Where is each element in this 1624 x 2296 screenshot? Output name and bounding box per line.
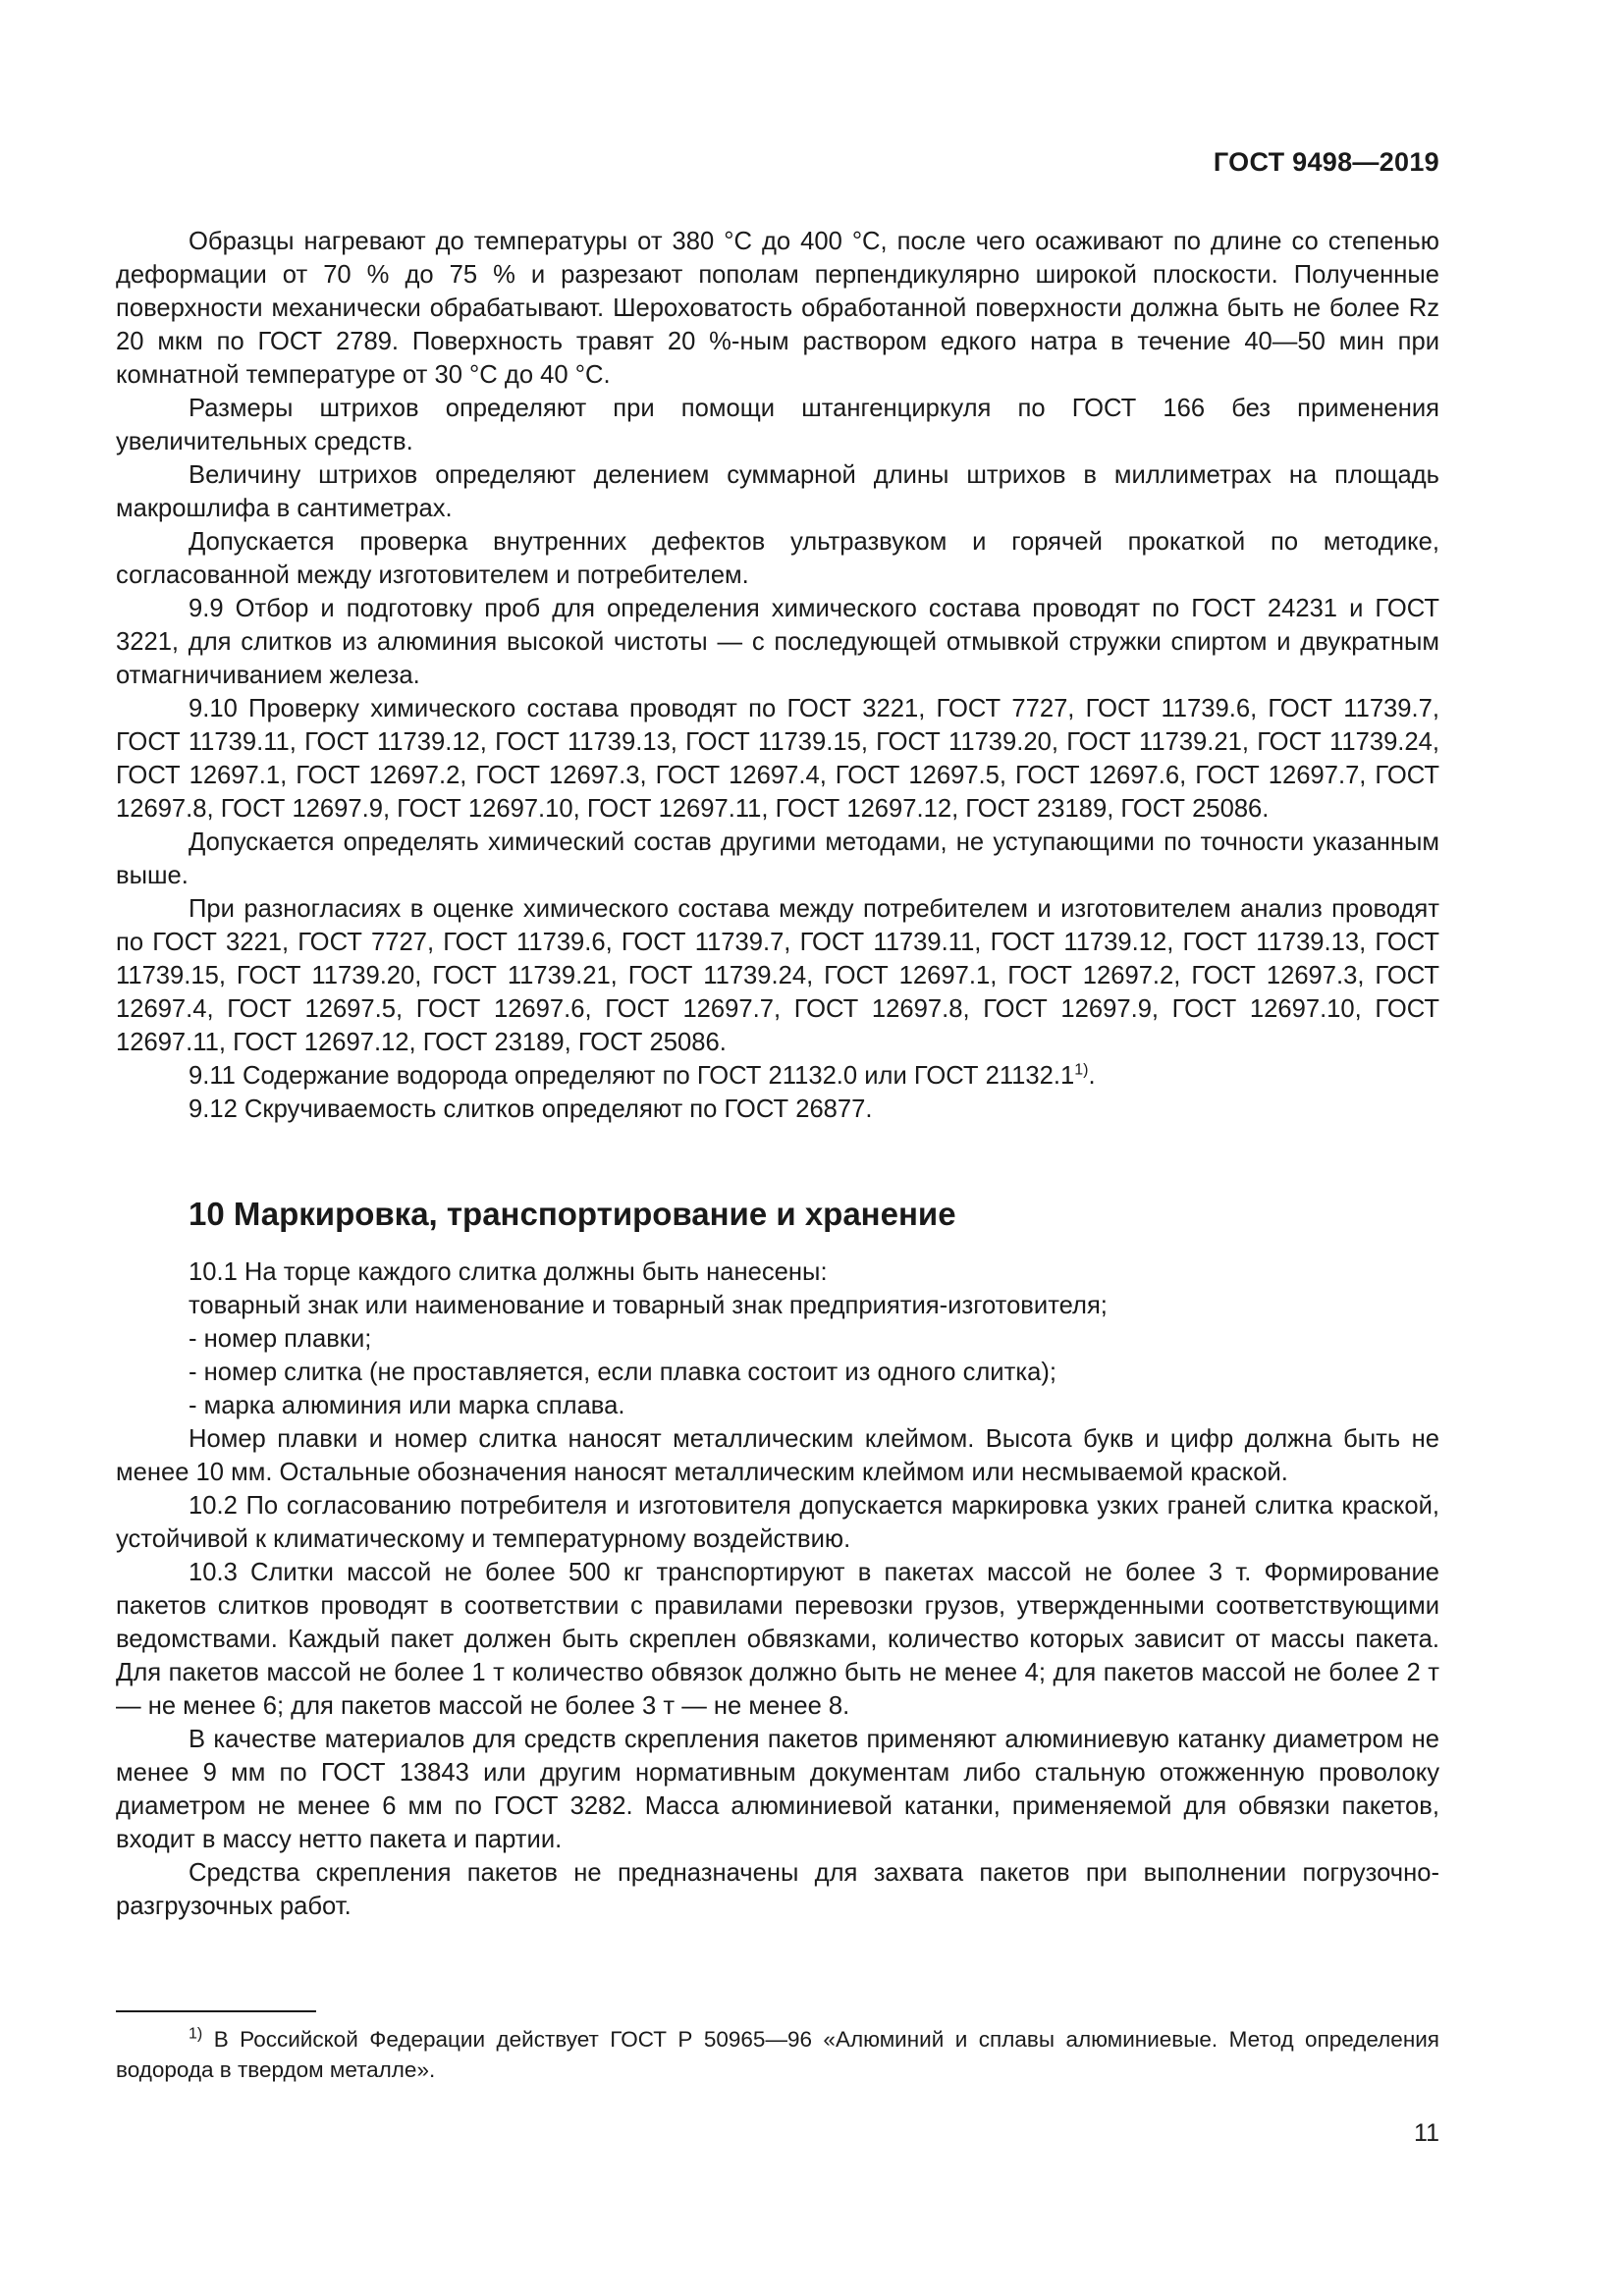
paragraph-10-2: 10.2 По согласованию потребителя и изготовителя допускается маркировка узких граней слитка краской, устойчивой к климатическому и температурному воздействию.	[116, 1492, 1439, 1553]
list-first-item: товарный знак или наименование и товарный знак предприятия-изготовителя;	[189, 1292, 1108, 1319]
paragraph-9-12: 9.12 Скручиваемость слитков определяют по ГОСТ 26877.	[189, 1095, 873, 1123]
paragraph: Образцы нагревают до температуры от 380 °С до 400 °С, после чего осаживают по длине со степенью деформации от 70 % до 75 % и разрезают пополам перпендикулярно широкой плоскости. Полученные поверхности механически обрабатывают. Шероховатость обработанной поверхности должна быть не более Rz 20 мкм по ГОСТ 2789. Поверхность травят 20 %-ным раствором едкого натра в течение 40—50 мин при комнатной температуре от 30 °С до 40 °С.	[116, 228, 1439, 389]
list-item: - номер плавки;	[189, 1325, 372, 1353]
paragraph: При разногласиях в оценке химического состава между потребителем и изготовителем анализ проводят по ГОСТ 3221, ГОСТ 7727, ГОСТ 11739.6, ГОСТ 11739.7, ГОСТ 11739.11, ГОСТ 11739.12, ГОСТ 11739.13, ГОСТ 11739.15, ГОСТ 11739.20, ГОСТ 11739.21, ГОСТ 11739.24, ГОСТ 12697.1, ГОСТ 12697.2, ГОСТ 12697.3, ГОСТ 12697.4, ГОСТ 12697.5, ГОСТ 12697.6, ГОСТ 12697.7, ГОСТ 12697.8, ГОСТ 12697.9, ГОСТ 12697.10, ГОСТ 12697.11, ГОСТ 12697.12, ГОСТ 23189, ГОСТ 25086.	[116, 895, 1439, 1056]
paragraph-9-10: 9.10 Проверку химического состава проводят по ГОСТ 3221, ГОСТ 7727, ГОСТ 11739.6, ГОСТ 11739.7, ГОСТ 11739.11, ГОСТ 11739.12, ГОСТ 11739.13, ГОСТ 11739.15, ГОСТ 11739.20, ГОСТ 11739.21, ГОСТ 11739.24, ГОСТ 12697.1, ГОСТ 12697.2, ГОСТ 12697.3, ГОСТ 12697.4, ГОСТ 12697.5, ГОСТ 12697.6, ГОСТ 12697.7, ГОСТ 12697.8, ГОСТ 12697.9, ГОСТ 12697.10, ГОСТ 12697.11, ГОСТ 12697.12, ГОСТ 23189, ГОСТ 25086.	[116, 695, 1439, 823]
list-item: - номер слитка (не проставляется, если плавка состоит из одного слитка);	[189, 1359, 1056, 1386]
paragraph-10-1: 10.1 На торце каждого слитка должны быть нанесены:	[189, 1258, 828, 1286]
paragraph: Номер плавки и номер слитка наносят металлическим клеймом. Высота букв и цифр должна быть не менее 10 мм. Остальные обозначения наносят металлическим клеймом или несмываемой краской.	[116, 1425, 1439, 1486]
document-header-id: ГОСТ 9498—2019	[1213, 147, 1439, 177]
paragraph: Размеры штрихов определяют при помощи штангенциркуля по ГОСТ 166 без применения увеличительных средств.	[116, 395, 1439, 455]
paragraph-9-11-text: 9.11 Содержание водорода определяют по ГОСТ 21132.0 или ГОСТ 21132.1	[189, 1062, 1075, 1090]
paragraph-9-9: 9.9 Отбор и подготовку проб для определения химического состава проводят по ГОСТ 24231 и ГОСТ 3221, для слитков из алюминия высокой чистоты — с последующей отмывкой стружки спиртом и двукратным отмагничиванием железа.	[116, 595, 1439, 689]
paragraph: Допускается проверка внутренних дефектов ультразвуком и горячей прокаткой по методике, согласованной между изготовителем и потребителем.	[116, 528, 1439, 589]
paragraph: Величину штрихов определяют делением суммарной длины штрихов в миллиметрах на площадь макрошлифа в сантиметрах.	[116, 461, 1439, 522]
footnote	[116, 2024, 1439, 2085]
paragraph-9-11-end: .	[1088, 1062, 1096, 1090]
paragraph-10-3: 10.3 Слитки массой не более 500 кг транспортируют в пакетах массой не более 3 т. Формирование пакетов слитков проводят в соответствии с правилами перевозки грузов, утвержденными соответствующими ведомствами. Каждый пакет должен быть скреплен обвязками, количество которых зависит от массы пакета. Для пакетов массой не более 1 т количество обвязок должно быть не менее 4; для пакетов массой не более 2 т — не менее 6; для пакетов массой не более 3 т — не менее 8.	[116, 1559, 1439, 1720]
footnote-divider	[116, 2010, 316, 2012]
paragraph-9-11	[116, 1059, 1439, 1093]
footnote-reference[interactable]: 1)	[1074, 1061, 1089, 1079]
footnote-text: В Российской Федерации действует ГОСТ Р 50965—96 «Алюминий и сплавы алюминиевые. Метод определения водорода в твердом металле».	[116, 2027, 1439, 2082]
paragraph: В качестве материалов для средств скрепления пакетов применяют алюминиевую катанку диаметром не менее 9 мм по ГОСТ 13843 или другим нормативным документам либо стальную отожженную проволоку диаметром не менее 6 мм по ГОСТ 3282. Масса алюминиевой катанки, применяемой для обвязки пакетов, входит в массу нетто пакета и партии.	[116, 1726, 1439, 1853]
document-body	[116, 225, 1439, 1923]
paragraph: Допускается определять химический состав другими методами, не уступающими по точности указанным выше.	[116, 828, 1439, 889]
section-title: 10 Маркировка, транспортирование и хранение	[189, 1196, 956, 1232]
paragraph: Средства скрепления пакетов не предназначены для захвата пакетов при выполнении погрузочно-разгрузочных работ.	[116, 1859, 1439, 1920]
footnote-marker: 1)	[189, 2025, 203, 2043]
page-number: 11	[1414, 2119, 1439, 2147]
list-item: - марка алюминия или марка сплава.	[189, 1392, 625, 1419]
